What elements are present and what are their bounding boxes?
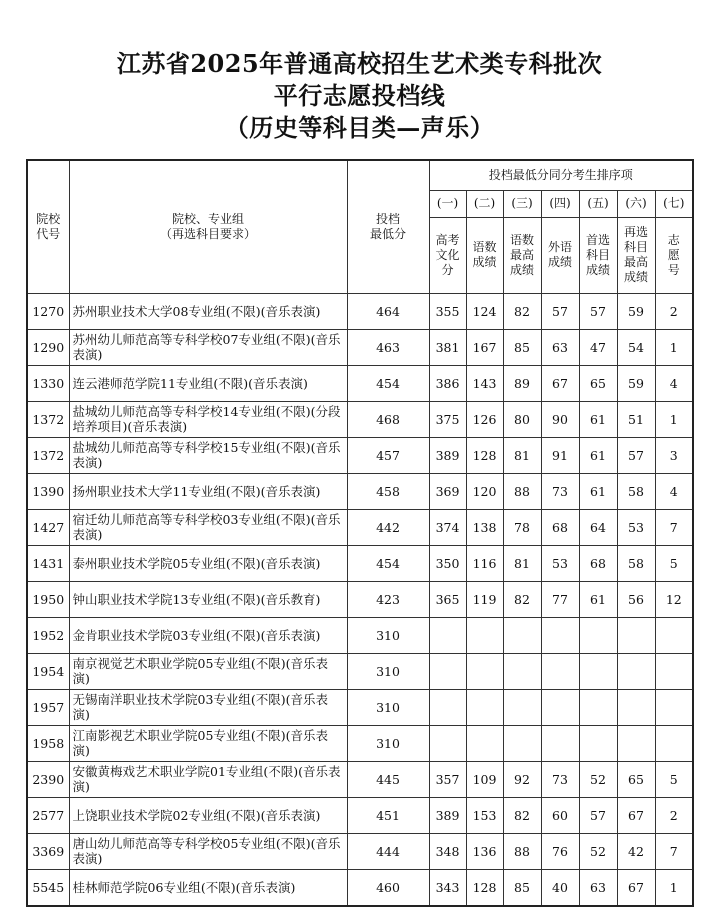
cell-c4: 73 [541,761,579,797]
cell-code: 1427 [27,509,69,545]
table-row [27,833,693,869]
table-row [27,797,693,833]
cell-code: 3369 [27,833,69,869]
cell-name: 盐城幼儿师范高等专科学校15专业组(不限)(音乐表演) [69,437,347,473]
cell-c7: 5 [655,545,693,581]
cell-c6: 53 [617,509,655,545]
cell-code: 2577 [27,797,69,833]
cell-code: 1372 [27,437,69,473]
cell-code: 1950 [27,581,69,617]
cell-code: 1954 [27,653,69,689]
cell-c2: 136 [466,833,503,869]
cell-c3 [503,725,541,761]
cell-min: 457 [347,437,429,473]
cell-c1: 357 [429,761,466,797]
cell-c1 [429,725,466,761]
header-order-4: (四) [541,190,579,217]
cell-name: 南京视觉艺术职业学院05专业组(不限)(音乐表演) [69,653,347,689]
cell-c4 [541,725,579,761]
cell-c6: 51 [617,401,655,437]
table-row [27,581,693,617]
cell-c7 [655,689,693,725]
cell-c1: 355 [429,293,466,329]
cell-c5: 47 [579,329,617,365]
cell-code: 1957 [27,689,69,725]
cell-c4: 57 [541,293,579,329]
cell-c6 [617,725,655,761]
cell-c7: 4 [655,473,693,509]
cell-c7: 1 [655,329,693,365]
cell-c5: 64 [579,509,617,545]
cell-name: 江南影视艺术职业学院05专业组(不限)(音乐表演) [69,725,347,761]
cell-name: 泰州职业技术学院05专业组(不限)(音乐表演) [69,545,347,581]
cell-c4: 60 [541,797,579,833]
cell-c5 [579,617,617,653]
cell-c5: 61 [579,581,617,617]
cell-name: 金肯职业技术学院03专业组(不限)(音乐表演) [69,617,347,653]
cell-min: 454 [347,365,429,401]
cell-min: 445 [347,761,429,797]
cell-c2 [466,653,503,689]
cell-c6: 56 [617,581,655,617]
cell-c5: 52 [579,761,617,797]
header-order-1: (一) [429,190,466,217]
cell-c2: 119 [466,581,503,617]
cell-name: 连云港师范学院11专业组(不限)(音乐表演) [69,365,347,401]
cell-c2: 124 [466,293,503,329]
cell-c3 [503,617,541,653]
cell-min: 310 [347,689,429,725]
cell-c5: 52 [579,833,617,869]
cell-name: 无锡南洋职业技术学院03专业组(不限)(音乐表演) [69,689,347,725]
table-row [27,437,693,473]
header-order-7: (七) [655,190,693,217]
cell-c6: 42 [617,833,655,869]
header-sort-group: 投档最低分同分考生排序项 [429,160,693,190]
cell-c2: 143 [466,365,503,401]
cell-c3: 78 [503,509,541,545]
header-sort-item-4: 外语 成绩 [541,217,579,293]
cell-c4: 67 [541,365,579,401]
cell-c7: 2 [655,293,693,329]
cell-code: 2390 [27,761,69,797]
cell-c5: 61 [579,473,617,509]
cell-c1: 375 [429,401,466,437]
page-subtitle: 平行志愿投档线 [273,81,446,110]
cell-c7: 5 [655,761,693,797]
cell-c4: 91 [541,437,579,473]
header-sort-item-2: 语数 成绩 [466,217,503,293]
header-order-5: (五) [579,190,617,217]
cell-c2 [466,617,503,653]
cell-c2: 138 [466,509,503,545]
cell-c5: 68 [579,545,617,581]
cell-code: 1372 [27,401,69,437]
cell-c3 [503,689,541,725]
cell-c2: 153 [466,797,503,833]
cell-c1: 343 [429,869,466,906]
cell-c1: 381 [429,329,466,365]
cell-code: 1270 [27,293,69,329]
cell-c4 [541,689,579,725]
cell-name: 唐山幼儿师范高等专科学校05专业组(不限)(音乐表演) [69,833,347,869]
cell-c1: 389 [429,797,466,833]
cell-c7: 7 [655,509,693,545]
cell-c4 [541,617,579,653]
cell-c4: 76 [541,833,579,869]
cell-c6: 59 [617,293,655,329]
cell-min: 442 [347,509,429,545]
header-order-6: (六) [617,190,655,217]
cell-c3: 82 [503,293,541,329]
cell-c3 [503,653,541,689]
cell-c3: 88 [503,833,541,869]
cell-c6: 65 [617,761,655,797]
cell-c4: 53 [541,545,579,581]
cell-c5: 63 [579,869,617,906]
cell-c5: 61 [579,401,617,437]
cell-name: 宿迁幼儿师范高等专科学校03专业组(不限)(音乐表演) [69,509,347,545]
cell-min: 463 [347,329,429,365]
cell-c1: 350 [429,545,466,581]
cell-min: 310 [347,725,429,761]
header-name: 院校、专业组 （再选科目要求） [69,160,347,293]
cell-min: 464 [347,293,429,329]
cell-c5: 57 [579,797,617,833]
cell-c7: 2 [655,797,693,833]
cell-c4: 68 [541,509,579,545]
admission-score-table [26,159,694,907]
cell-c1 [429,689,466,725]
cell-c5: 61 [579,437,617,473]
cell-c7: 1 [655,869,693,906]
cell-c5: 65 [579,365,617,401]
cell-c6 [617,617,655,653]
cell-c1: 348 [429,833,466,869]
cell-c6: 54 [617,329,655,365]
cell-c1: 386 [429,365,466,401]
header-sort-item-3: 语数 最高 成绩 [503,217,541,293]
cell-c7: 1 [655,401,693,437]
cell-c3: 85 [503,869,541,906]
cell-c6 [617,689,655,725]
header-sort-item-6: 再选 科目 最高 成绩 [617,217,655,293]
cell-name: 苏州幼儿师范高等专科学校07专业组(不限)(音乐表演) [69,329,347,365]
cell-name: 上饶职业技术学院02专业组(不限)(音乐表演) [69,797,347,833]
cell-c4: 63 [541,329,579,365]
table-row [27,545,693,581]
table-row [27,473,693,509]
cell-c7: 7 [655,833,693,869]
cell-c3: 85 [503,329,541,365]
header-sort-item-5: 首选 科目 成绩 [579,217,617,293]
cell-c1 [429,617,466,653]
cell-c4: 73 [541,473,579,509]
cell-c2: 109 [466,761,503,797]
header-min-score: 投档 最低分 [347,160,429,293]
cell-c1: 374 [429,509,466,545]
cell-c4 [541,653,579,689]
cell-c2: 167 [466,329,503,365]
cell-c1: 369 [429,473,466,509]
table-row [27,653,693,689]
cell-c3: 81 [503,437,541,473]
cell-c1: 389 [429,437,466,473]
cell-c6: 67 [617,869,655,906]
cell-name: 苏州职业技术大学08专业组(不限)(音乐表演) [69,293,347,329]
cell-c7: 12 [655,581,693,617]
cell-min: 310 [347,653,429,689]
table-row [27,725,693,761]
page-category: （历史等科目类—声乐） [224,113,495,142]
cell-c6: 67 [617,797,655,833]
cell-c3: 82 [503,797,541,833]
cell-c2: 116 [466,545,503,581]
table-row [27,617,693,653]
header-order-3: (三) [503,190,541,217]
cell-c7 [655,617,693,653]
header-order-2: (二) [466,190,503,217]
table-row [27,365,693,401]
cell-code: 5545 [27,869,69,906]
cell-c5: 57 [579,293,617,329]
cell-c6: 57 [617,437,655,473]
cell-min: 468 [347,401,429,437]
table-row [27,869,693,906]
cell-c5 [579,653,617,689]
cell-c2: 126 [466,401,503,437]
cell-c6: 58 [617,545,655,581]
cell-name: 盐城幼儿师范高等专科学校14专业组(不限)(分段培养项目)(音乐表演) [69,401,347,437]
cell-code: 1952 [27,617,69,653]
cell-c3: 92 [503,761,541,797]
cell-c1: 365 [429,581,466,617]
cell-name: 安徽黄梅戏艺术职业学院01专业组(不限)(音乐表演) [69,761,347,797]
cell-c5 [579,689,617,725]
cell-min: 454 [347,545,429,581]
cell-c3: 80 [503,401,541,437]
cell-code: 1431 [27,545,69,581]
cell-min: 458 [347,473,429,509]
cell-c3: 82 [503,581,541,617]
cell-c4: 77 [541,581,579,617]
cell-min: 444 [347,833,429,869]
cell-name: 扬州职业技术大学11专业组(不限)(音乐表演) [69,473,347,509]
table-row [27,689,693,725]
cell-c6 [617,653,655,689]
page-title: 江苏省2025年普通高校招生艺术类专科批次 [116,49,603,78]
table-row [27,329,693,365]
header-sort-item-1: 高考 文化 分 [429,217,466,293]
cell-min: 423 [347,581,429,617]
table-row [27,293,693,329]
cell-c5 [579,725,617,761]
cell-c7: 4 [655,365,693,401]
cell-code: 1958 [27,725,69,761]
cell-min: 451 [347,797,429,833]
cell-c3: 81 [503,545,541,581]
cell-c3: 88 [503,473,541,509]
cell-code: 1390 [27,473,69,509]
cell-c2: 128 [466,437,503,473]
cell-c4: 90 [541,401,579,437]
cell-c6: 59 [617,365,655,401]
cell-min: 460 [347,869,429,906]
header-code: 院校 代号 [27,160,69,293]
cell-c7: 3 [655,437,693,473]
cell-c2 [466,689,503,725]
cell-c3: 89 [503,365,541,401]
cell-c2: 120 [466,473,503,509]
cell-c7 [655,653,693,689]
cell-min: 310 [347,617,429,653]
cell-c2: 128 [466,869,503,906]
table-row [27,509,693,545]
cell-code: 1290 [27,329,69,365]
table-row [27,401,693,437]
cell-c4: 40 [541,869,579,906]
cell-name: 桂林师范学院06专业组(不限)(音乐表演) [69,869,347,906]
cell-code: 1330 [27,365,69,401]
cell-name: 钟山职业技术学院13专业组(不限)(音乐教育) [69,581,347,617]
cell-c1 [429,653,466,689]
header-sort-item-7: 志 愿 号 [655,217,693,293]
cell-c2 [466,725,503,761]
cell-c6: 58 [617,473,655,509]
cell-c7 [655,725,693,761]
table-row [27,761,693,797]
